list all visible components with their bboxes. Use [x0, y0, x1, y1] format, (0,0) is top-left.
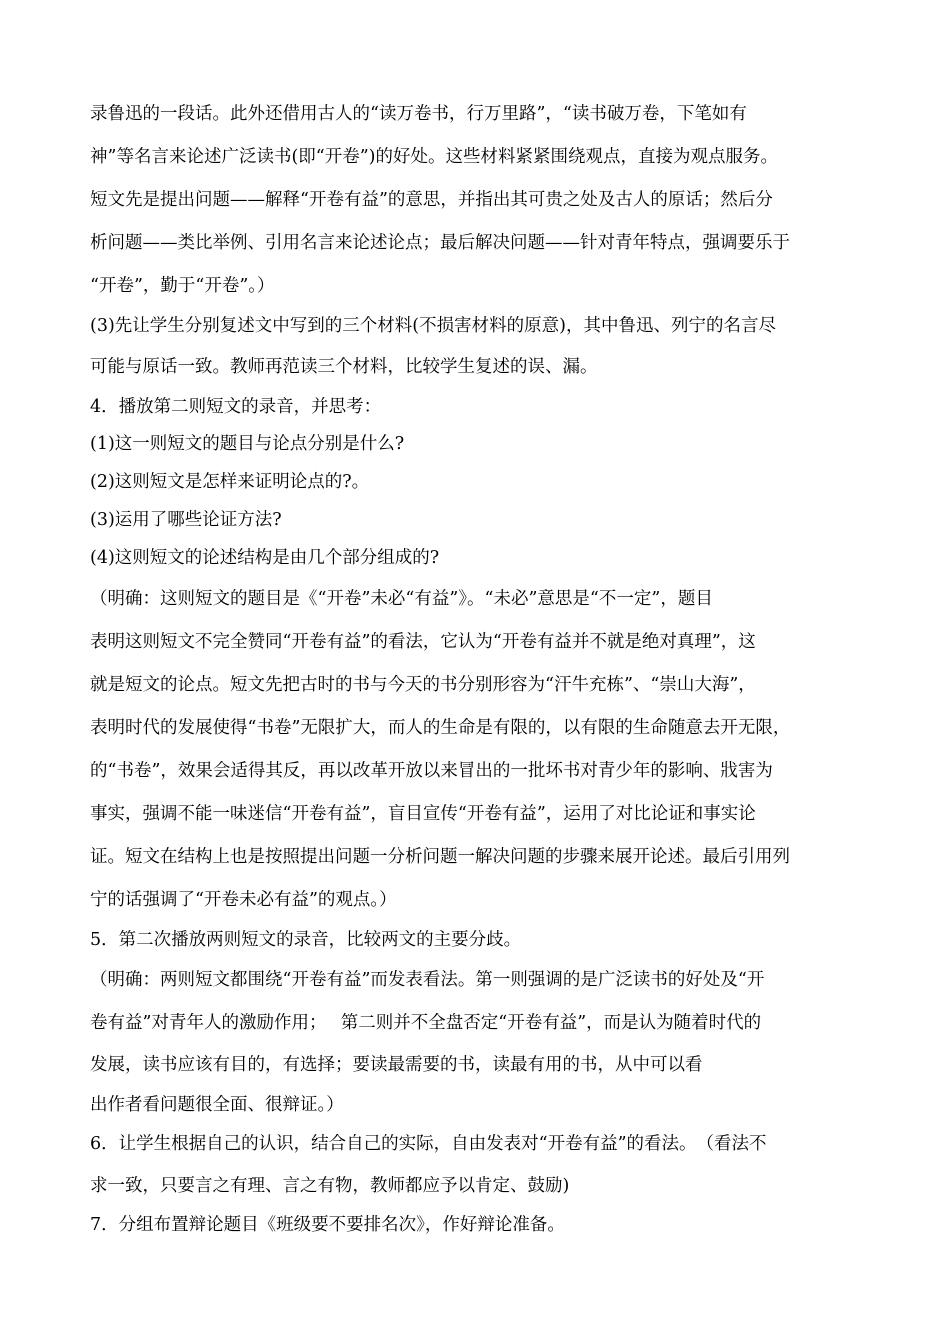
text-line: 证。短文在结构上也是按照提出问题一分析问题一解决问题的步骤来展开论述。最后引用列 [90, 847, 790, 867]
list-item: 6．让学生根据自己的认识，结合自己的实际，自由发表对“开卷有益”的看法。 （看法不 [90, 1134, 767, 1154]
text-line: （明确：两则短文都围绕“开卷有益”而发表看法。第一则强调的是广泛读书的好处及“开 [90, 970, 765, 990]
text-line: 的“书卷”，效果会适得其反，再以改革开放以来冒出的一批坏书对青少年的影响、戕害为 [90, 761, 773, 781]
list-item: (1)这一则短文的题目与论点分别是什么? [90, 434, 405, 454]
text-line: （明确：这则短文的题目是《“开卷”未必“有益”》。“未必”意思是“不一定”，题目 [90, 589, 713, 609]
text-line: 发展，读书应该有目的，有选择；要读最需要的书，读最有用的书，从中可以看 [90, 1055, 703, 1075]
text-line: 可能与原话一致。教师再范读三个材料，比较学生复述的误、漏。 [90, 357, 598, 377]
text-line: 事实，强调不能一味迷信“开卷有益”，盲目宣传“开卷有益”，运用了对比论证和事实论 [90, 804, 756, 824]
text-line: 卷有益”对青年人的激励作用； 第二则并不全盘否定“开卷有益”，而是认为随着时代的 [90, 1013, 762, 1033]
text-line: 神”等名言来论述广泛读书(即“开卷”)的好处。这些材料紧紧围绕观点，直接为观点服务。 [90, 147, 778, 167]
list-item: 5．第二次播放两则短文的录音，比较两文的主要分歧。 [90, 930, 522, 950]
text-line: 录鲁迅的一段话。此外还借用古人的“读万卷书，行万里路”，“读书破万卷，下笔如有 [90, 104, 747, 124]
list-item: 4．播放第二则短文的录音，并思考： [90, 397, 382, 417]
text-line: “开卷”，勤于“开卷”。） [90, 276, 275, 296]
list-item: (2)这则短文是怎样来证明论点的?。 [90, 472, 370, 492]
text-line: 求一致，只要言之有理、言之有物，教师都应予以肯定、鼓励) [90, 1176, 570, 1196]
text-line: 短文先是提出问题——解释“开卷有益”的意思，并指出其可贵之处及古人的原话；然后分 [90, 190, 773, 210]
text-line: 宁的话强调了“开卷未必有益”的观点。） [90, 890, 397, 910]
text-line: (3)先让学生分别复述文中写到的三个材料(不损害材料的原意)，其中鲁迅、列宁的名言尽 [90, 316, 776, 336]
list-item: (3)运用了哪些论证方法? [90, 510, 282, 530]
list-item: 7．分组布置辩论题目《班级要不要排名次》，作好辩论准备。 [90, 1215, 565, 1235]
list-item: (4)这则短文的论述结构是由几个部分组成的? [90, 548, 440, 568]
text-line: 出作者看问题很全面、很辩证。） [90, 1095, 344, 1115]
text-line: 表明时代的发展使得“书卷”无限扩大，而人的生命是有限的，以有限的生命随意去开无限， [90, 718, 791, 738]
text-line: 析问题——类比举例、引用名言来论述论点；最后解决问题——针对青年特点，强调要乐于 [90, 233, 790, 253]
text-line: 表明这则短文不完全赞同“开卷有益”的看法，它认为“开卷有益并不就是绝对真理”，这 [90, 632, 756, 652]
text-line: 就是短文的论点。短文先把古时的书与今天的书分别形容为“汗牛充栋”、“崇山大海”， [90, 675, 756, 695]
